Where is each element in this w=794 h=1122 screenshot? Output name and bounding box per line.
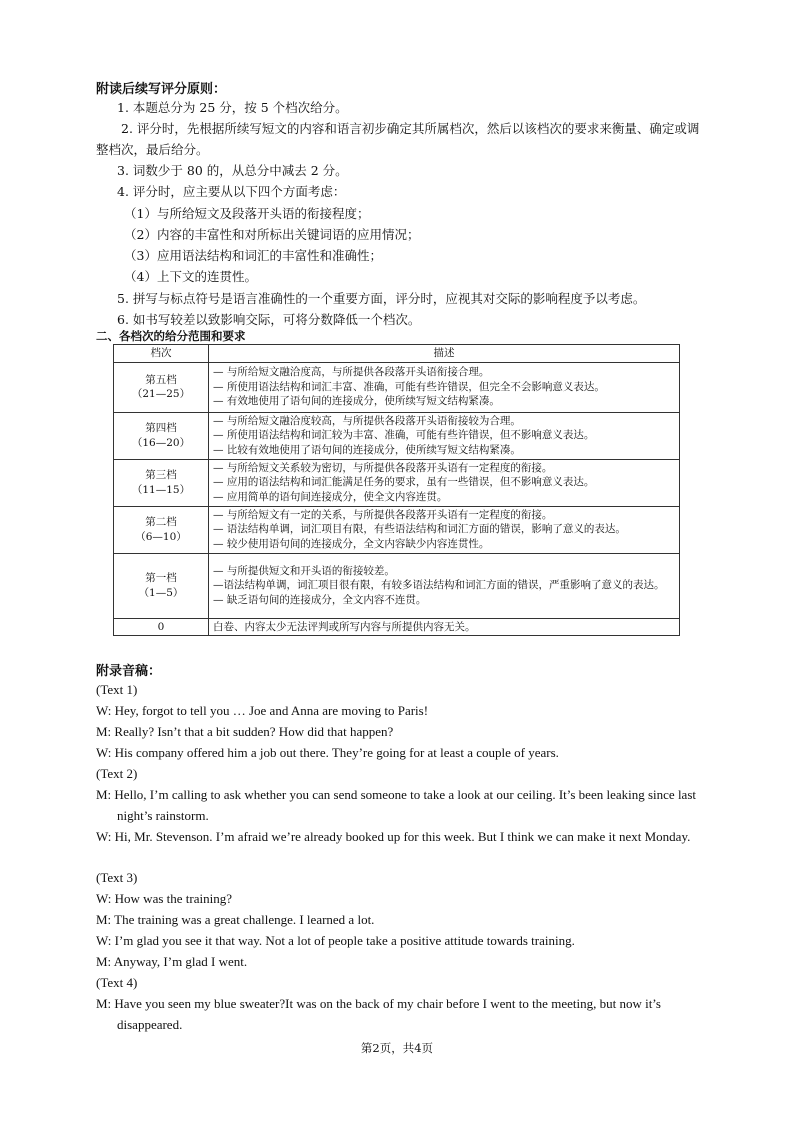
transcript-line: M: Hello, I’m calling to ask whether you can send someone to take a look at our ceiling. It’s been leaking since last night’s rainstorm. — [96, 787, 696, 823]
description-line: 白卷、内容太少无法评判或所写内容与所提供内容无关。 — [213, 620, 476, 633]
description-line: — 与所给短文融洽度高，与所提供各段落开头语衔接合理。 — [213, 366, 490, 379]
description-line: —语法结构单调，词汇项目很有限，有较多语法结构和词汇方面的错误，严重影响了意义的表达。 — [213, 579, 665, 592]
header-level: 档次 — [114, 345, 209, 363]
table-header-row — [114, 345, 680, 363]
section-2-title: 二、各档次的给分范围和要求 — [96, 329, 246, 343]
transcript-label: (Text 3) — [96, 870, 138, 885]
level-cell — [114, 553, 209, 618]
transcript-line: W: I’m glad you see it that way. Not a lot of people take a positive attitude towards training. — [96, 933, 575, 948]
level-range: （6—10） — [135, 530, 187, 543]
rule-2: 2. 评分时，先根据所续写短文的内容和语言初步确定其所属档次，然后以该档次的要求来衡量、确定或调整档次，最后给分。 — [96, 121, 700, 157]
level-name: 0 — [157, 620, 165, 633]
level-name: 第一档 — [145, 572, 177, 584]
table-row — [114, 362, 680, 412]
description-line: — 与所给短文关系较为密切，与所提供各段落开头语有一定程度的衔接。 — [213, 461, 553, 474]
transcript-line: W: Hi, Mr. Stevenson. I’m afraid we’re already booked up for this week. But I think we can make it next Monday. — [96, 829, 691, 844]
transcript-line: W: How was the training? — [96, 891, 232, 906]
description-line: — 与所给短文融洽度较高，与所提供各段落开头语衔接较为合理。 — [213, 414, 521, 427]
transcript-label: (Text 2) — [96, 766, 138, 781]
level-name: 第四档 — [145, 422, 177, 434]
table-row — [114, 618, 680, 636]
level-name: 第二档 — [145, 516, 177, 528]
description-line: — 应用简单的语句间连接成分，使全文内容连贯。 — [213, 490, 448, 503]
header-description: 描述 — [209, 345, 680, 363]
description-line: — 有效地使用了语句间的连接成分，使所续写短文结构紧凑。 — [213, 395, 500, 408]
scoring-table — [113, 344, 680, 636]
transcript-line: M: The training was a great challenge. I learned a lot. — [96, 912, 375, 927]
rule-4-item-2: （2）内容的丰富性和对所标出关键词语的应用情况； — [124, 227, 420, 242]
description-line: — 语法结构单调，词汇项目有限，有些语法结构和词汇方面的错误，影响了意义的表达。 — [213, 523, 626, 536]
description-line: — 与所提供短文和开头语的衔接较差。 — [213, 564, 395, 577]
description-line: — 应用的语法结构和词汇能满足任务的要求，虽有一些错误，但不影响意义表达。 — [213, 476, 595, 489]
level-name: 第三档 — [145, 469, 177, 481]
level-cell — [114, 412, 209, 459]
rules-heading: 附读后续写评分原则： — [96, 82, 227, 97]
rule-6: 6. 如书写较差以致影响交际，可将分数降低一个档次。 — [117, 312, 421, 327]
transcript-line: M: Really? Isn’t that a bit sudden? How did that happen? — [96, 724, 394, 739]
description-cell — [209, 618, 680, 636]
rule-4-item-1: （1）与所给短文及段落开头语的衔接程度； — [124, 206, 370, 221]
table-row — [114, 459, 680, 506]
level-cell — [114, 459, 209, 506]
description-cell — [209, 362, 680, 412]
page-footer: 第2页，共4页 — [360, 1041, 434, 1055]
description-line: — 缺乏语句间的连接成分，全文内容不连贯。 — [213, 593, 427, 606]
rule-1: 1. 本题总分为 25 分，按 5 个档次给分。 — [117, 100, 348, 115]
rule-4: 4. 评分时，应主要从以下四个方面考虑： — [117, 184, 346, 199]
transcript-label: (Text 1) — [96, 682, 138, 697]
level-range: （11—15） — [131, 483, 191, 496]
level-cell — [114, 618, 209, 636]
level-cell — [114, 506, 209, 553]
rule-3: 3. 词数少于 80 的，从总分中减去 2 分。 — [117, 163, 348, 178]
transcript-label: (Text 4) — [96, 975, 138, 990]
description-line: — 所使用语法结构和词汇丰富、准确，可能有些许错误，但完全不会影响意义表达。 — [213, 380, 605, 393]
description-line: — 比较有效地使用了语句间的连接成分，使所续写短文结构紧凑。 — [213, 443, 521, 456]
transcript-line: M: Have you seen my blue sweater?It was on the back of my chair before I went to the meeting, but now it’s disappeared. — [96, 996, 661, 1032]
level-range: （1—5） — [138, 586, 184, 599]
table-row — [114, 553, 680, 618]
table-row — [114, 506, 680, 553]
description-cell — [209, 412, 680, 459]
table-row — [114, 412, 680, 459]
description-cell — [209, 506, 680, 553]
rule-4-item-3: （3）应用语法结构和词汇的丰富性和准确性； — [124, 248, 382, 263]
level-cell — [114, 362, 209, 412]
rule-5: 5. 拼写与标点符号是语言准确性的一个重要方面，评分时，应视其对交际的影响程度予以考虑。 — [117, 291, 646, 306]
description-cell — [209, 459, 680, 506]
transcript-line: M: Anyway, I’m glad I went. — [96, 954, 248, 969]
appendix-title: 附录音稿： — [96, 664, 162, 679]
description-cell — [209, 553, 680, 618]
level-range: （16—20） — [131, 436, 191, 449]
description-line: — 较少使用语句间的连接成分，全文内容缺少内容连贯性。 — [213, 537, 490, 550]
transcript-line: W: Hey, forgot to tell you … Joe and Anna are moving to Paris! — [96, 703, 429, 718]
transcript-line: W: His company offered him a job out there. They’re going for at least a couple of years. — [96, 745, 559, 760]
description-line: — 与所给短文有一定的关系，与所提供各段落开头语有一定程度的衔接。 — [213, 508, 553, 521]
rule-4-item-4: （4）上下文的连贯性。 — [124, 269, 257, 284]
level-range: （21—25） — [131, 388, 191, 400]
level-name: 第五档 — [145, 373, 177, 386]
description-line: — 所使用语法结构和词汇较为丰富、准确，可能有些许错误，但不影响意义表达。 — [213, 429, 595, 442]
